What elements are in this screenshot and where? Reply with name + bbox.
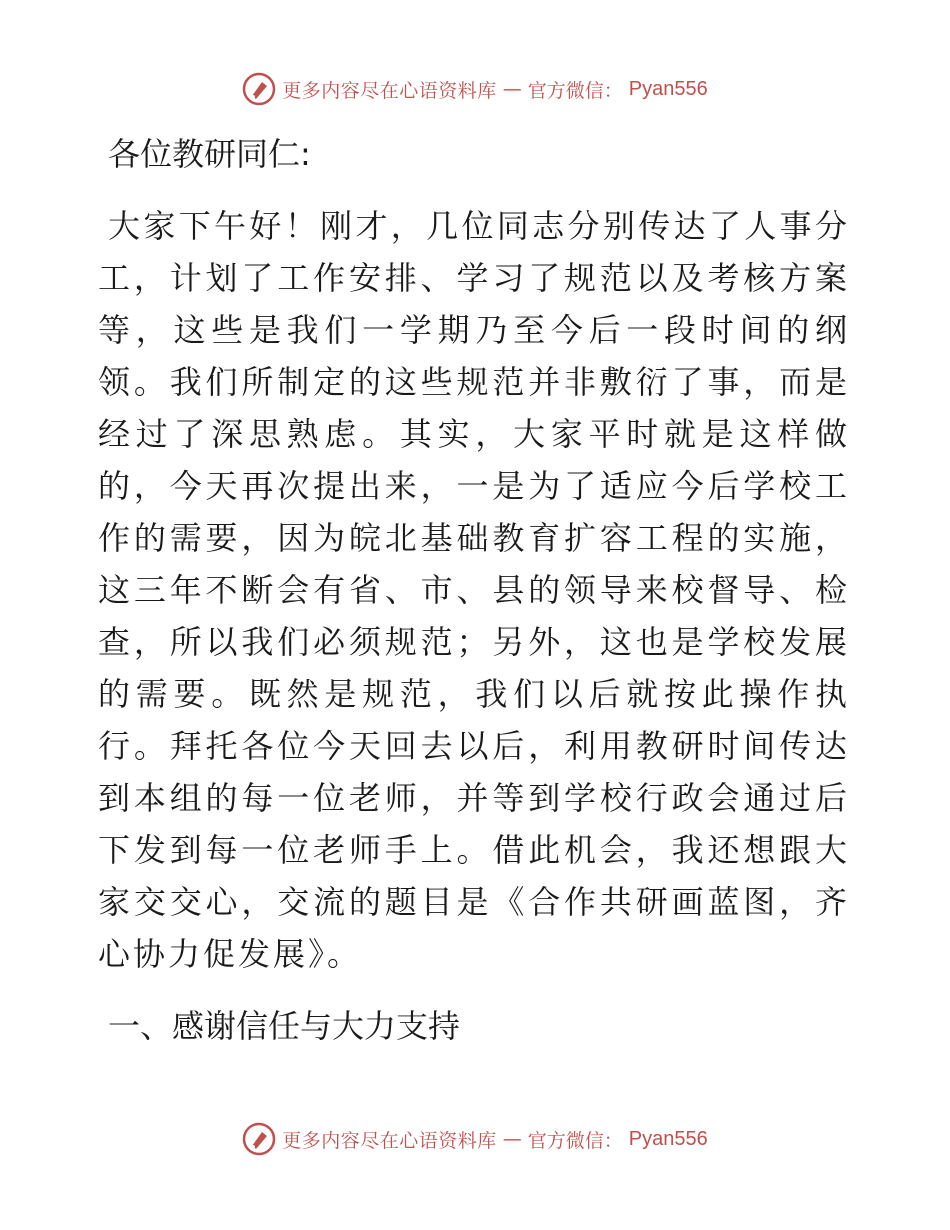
watermark-official-label: 官方微信： bbox=[527, 1129, 623, 1152]
section-heading: 一、感谢信任与大力支持 bbox=[108, 1007, 461, 1045]
watermark-dash: — bbox=[502, 78, 522, 100]
salutation: 各位教研同仁: bbox=[108, 135, 311, 173]
footer-watermark bbox=[0, 1122, 950, 1156]
pen-nib-icon bbox=[242, 72, 276, 106]
pen-nib-icon bbox=[242, 1122, 276, 1156]
speech-paragraph: 大家下午好！刚才，几位同志分别传达了人事分工，计划了工作安排、学习了规范以及考核方案等，这些是我们一学期乃至今后一段时间的纲领。我们所制定的这些规范并非敷衍了事，而是经过了深思熟虑。其实，大家平时就是这样做的，今天再次提出来，一是为了适应今后学校工作的需要，因为皖北基础教育扩容工程的实施，这三年不断会有省、市、县的领导来校督导、检查，所以我们必须规范；另外，这也是学校发展的需要。既然是规范，我们以后就按此操作执行。拜托各位今天回去以后，利用教研时间传达到本组的每一位老师，并等到学校行政会通过后下发到每一位老师手上。借此机会，我还想跟大家交交心，交流的题目是《合作共研画蓝图，齐心协力促发展》。 bbox=[98, 207, 850, 973]
watermark-official-label: 官方微信： bbox=[527, 79, 623, 102]
watermark-wechat-id: Pyan556 bbox=[628, 1127, 708, 1150]
watermark-dash: — bbox=[502, 1128, 522, 1150]
watermark-main-text: 更多内容尽在心语资料库 bbox=[282, 1129, 497, 1152]
document-body bbox=[98, 120, 850, 1054]
header-watermark bbox=[0, 72, 950, 106]
watermark-wechat-id: Pyan556 bbox=[628, 77, 708, 100]
watermark-main-text: 更多内容尽在心语资料库 bbox=[282, 79, 497, 102]
